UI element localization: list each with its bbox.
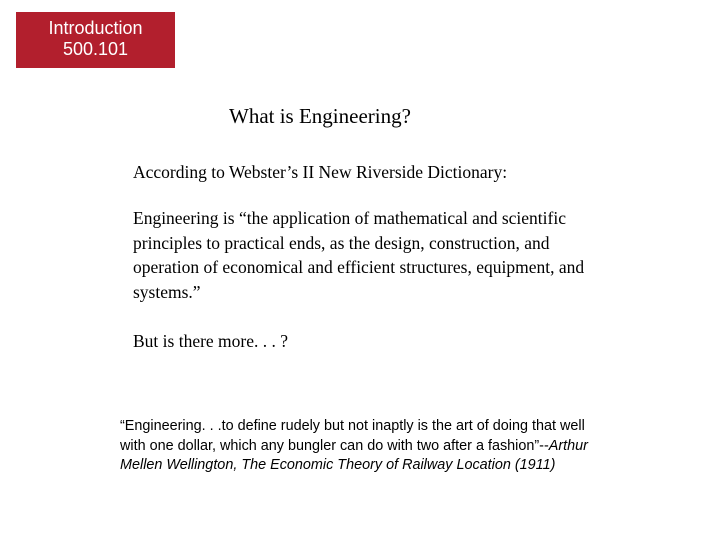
quote-attribution: Arthur Mellen Wellington, The Economic Theory of Railway Location (1911): [120, 437, 588, 473]
dictionary-source: According to Webster’s II New Riverside Dictionary:: [133, 162, 508, 182]
quote-text: “Engineering. . .to define rudely but not inaptly is the art of doing that well with one dollar, which any bungler can do with two after a fashion”--: [120, 418, 585, 454]
wellington-quote: [120, 417, 590, 476]
definition-text: Engineering is “the application of mathematical and scientific principles to practical ends, as the design, construction, and operation of economical and efficient structures, equipment, and systems.”: [133, 208, 585, 302]
badge-line-1: Introduction: [48, 18, 143, 38]
question-text: But is there more. . . ?: [133, 331, 289, 351]
course-badge: [16, 12, 175, 68]
badge-line-2: 500.101: [62, 39, 129, 59]
page-title: What is Engineering?: [229, 104, 411, 128]
